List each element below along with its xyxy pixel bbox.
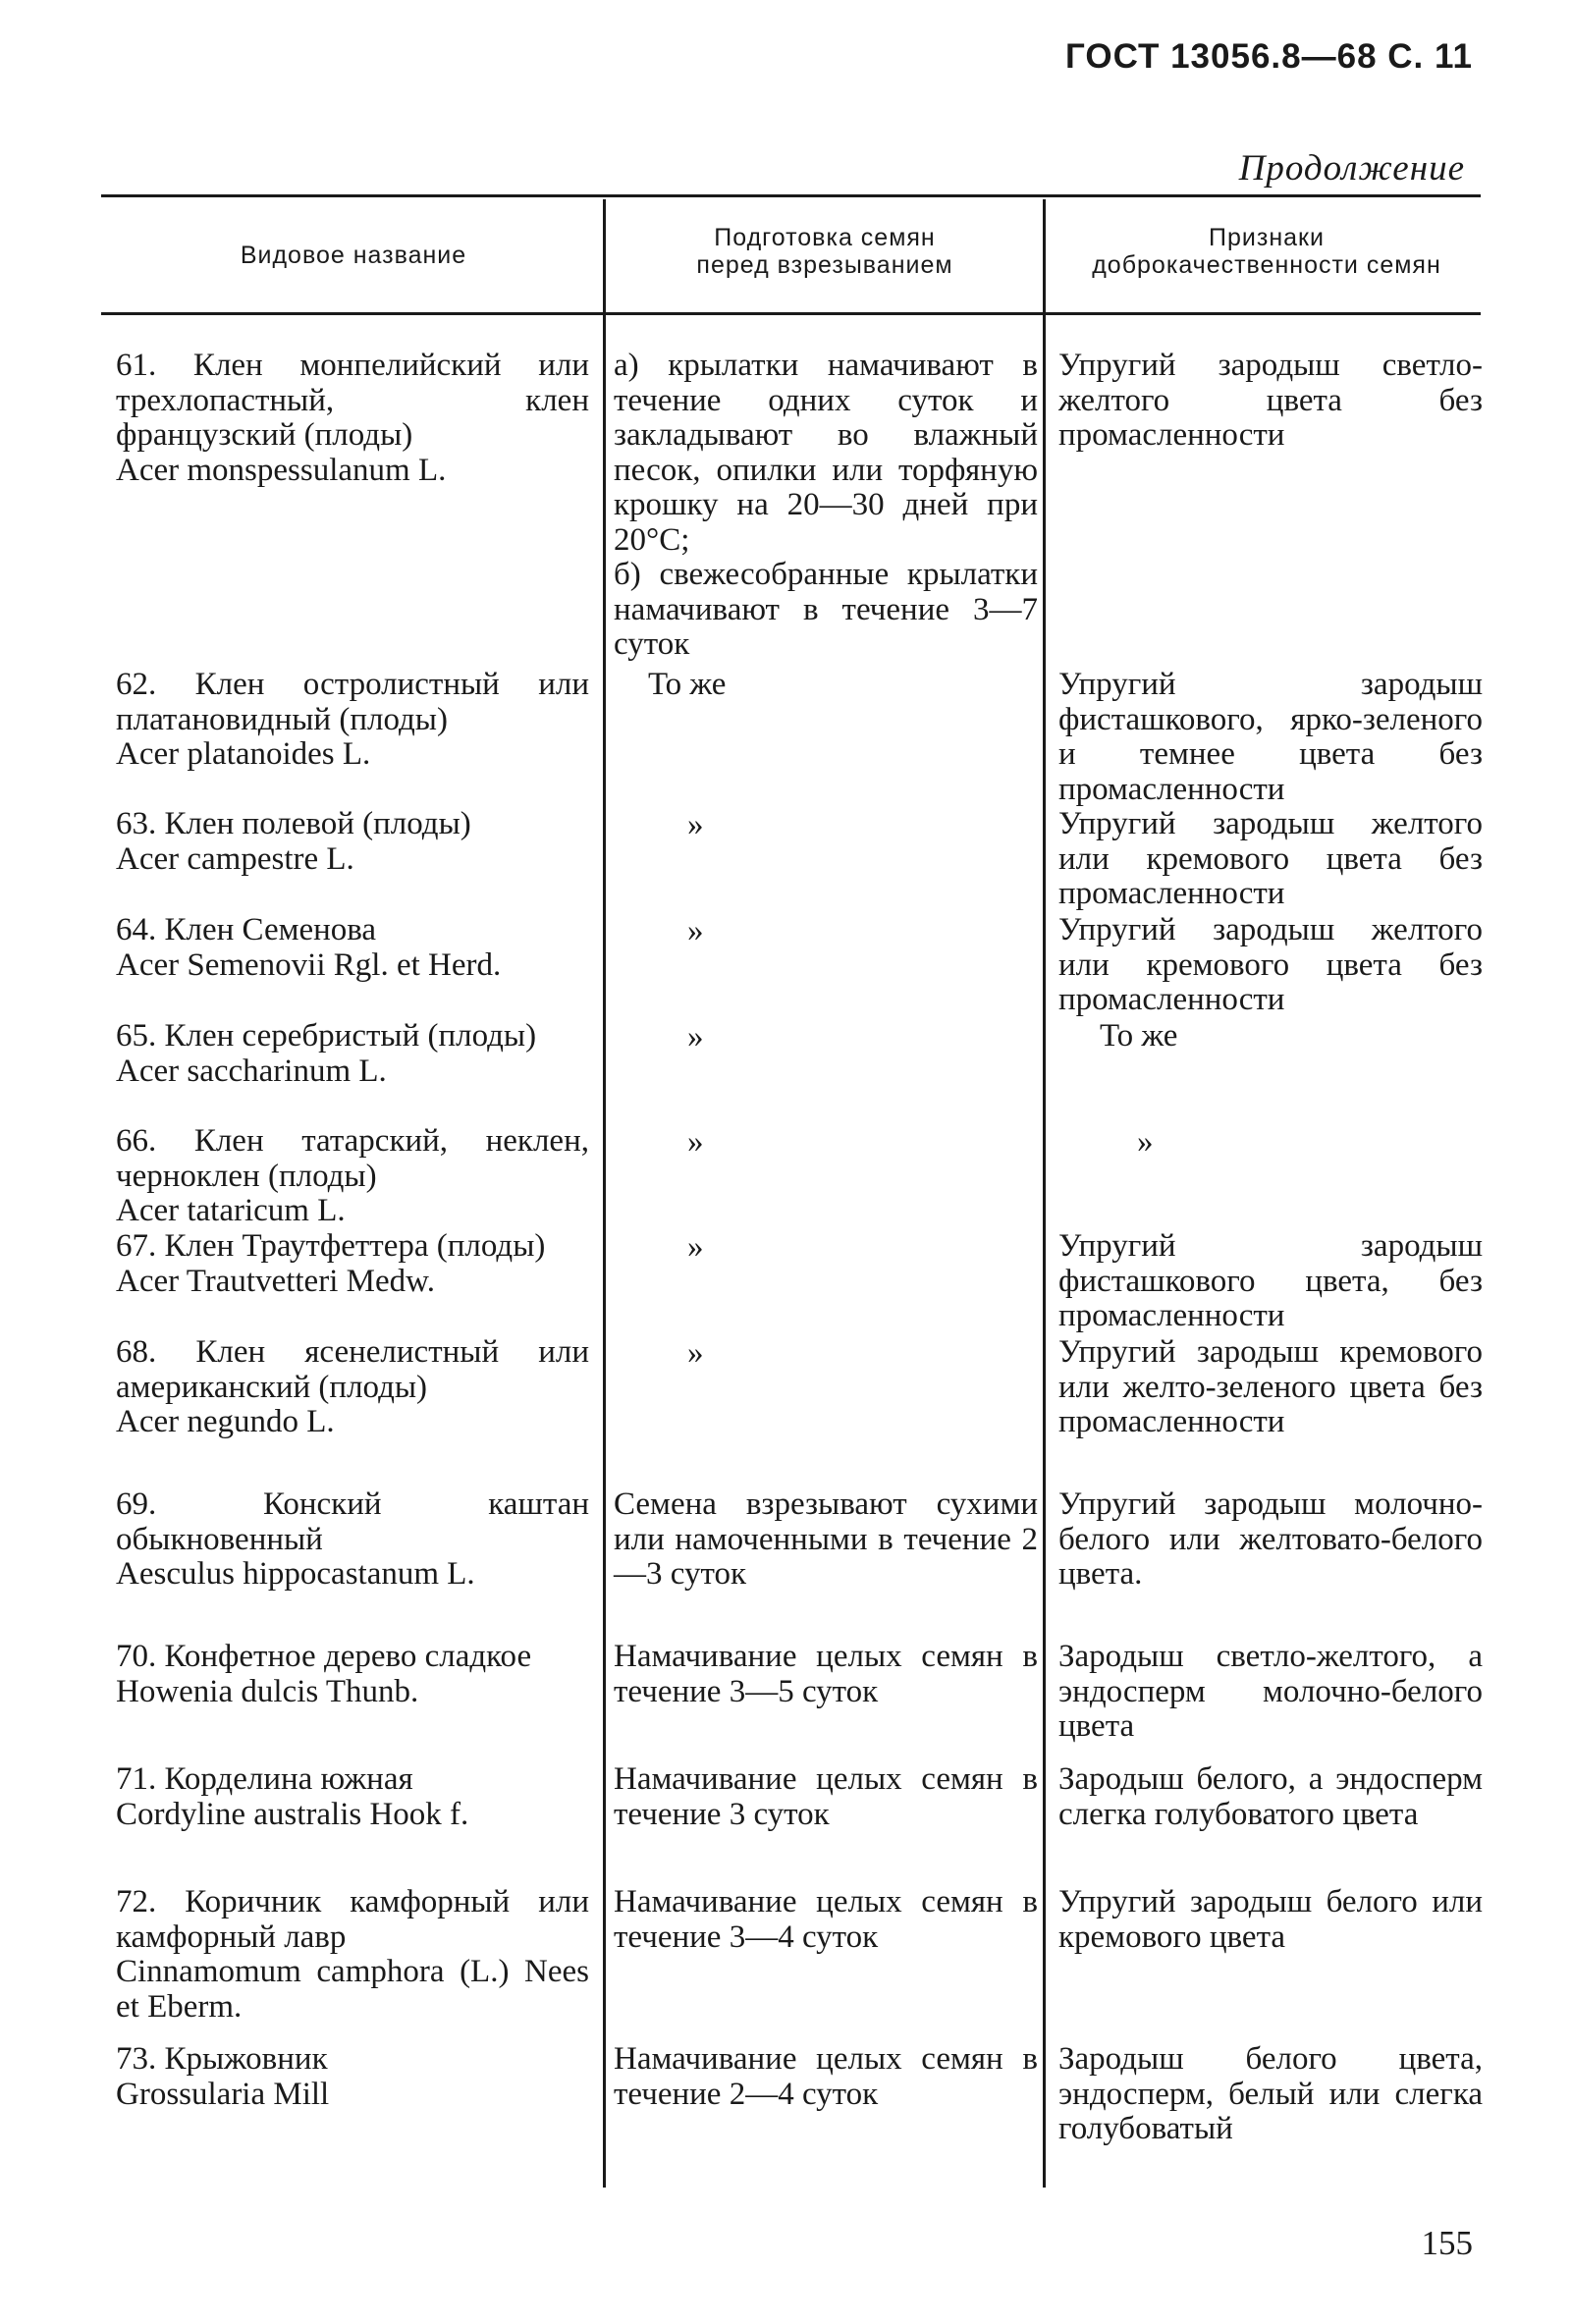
row-65-preparation: » <box>687 1019 704 1054</box>
row-64-species: 64. Клен Семенова Acer Semenovii Rgl. et Herd. <box>116 912 502 983</box>
column-divider-1 <box>603 199 606 2188</box>
row-69-preparation: Семена взрезывают сухими или намоченными в течение 2—3 суток <box>614 1486 1038 1592</box>
row-72-species: 72. Коричник камфорный или камфорный лавр Cinnamomum camphora (L.) Nees et Eberm. <box>116 1884 589 2025</box>
row-68-preparation: » <box>687 1335 704 1371</box>
standard-code: ГОСТ 13056.8—68 С. 11 <box>1064 37 1473 76</box>
row-62-species: 62. Клен остролистный или платановидный (плоды) Acer platanoides L. <box>116 667 589 772</box>
row-69-species: 69. Конский каштан обыкновенный Aesculus hippocastanum L. <box>116 1486 589 1592</box>
row-63-signs: Упругий зародыш желтого или кремового цвета без промасленности <box>1058 806 1483 911</box>
row-62-preparation: То же <box>648 667 727 702</box>
row-64-signs: Упругий зародыш желтого или кремового цвета без промасленности <box>1058 912 1483 1017</box>
row-70-species: 70. Конфетное дерево сладкое Howenia dulcis Thunb. <box>116 1639 532 1709</box>
column-header-species: Видовое название <box>240 242 467 269</box>
page-header <box>0 37 1571 96</box>
row-62-signs: Упругий зародыш фисташкового, ярко-зеленого и темнее цвета без промасленности <box>1058 667 1483 807</box>
row-63-species: 63. Клен полевой (плоды) Acer campestre L. <box>116 806 471 877</box>
row-61-preparation: а) крылатки намачивают в течение одних суток и закладывают во влажный песок, опилки или торфяную крошку на 20—30 дней при 20°С; б) свежесобранные крылатки намачивают в течение 3—7 суток <box>614 348 1038 662</box>
row-63-preparation: » <box>687 807 704 842</box>
table-top-rule <box>101 194 1481 197</box>
row-61-signs: Упругий зародыш светло-желтого цвета без промасленности <box>1058 348 1483 453</box>
row-66-signs: » <box>1137 1124 1154 1160</box>
row-67-signs: Упругий зародыш фисташкового цвета, без промасленности <box>1058 1228 1483 1333</box>
row-70-preparation: Намачивание целых семян в течение 3—5 суток <box>614 1639 1038 1709</box>
row-73-signs: Зародыш белого цвета, эндосперм, белый или слегка голубоватый <box>1058 2041 1483 2146</box>
row-71-preparation: Намачивание целых семян в течение 3 суток <box>614 1761 1038 1832</box>
row-67-preparation: » <box>687 1229 704 1265</box>
row-70-signs: Зародыш светло-желтого, а эндосперм молочно-белого цвета <box>1058 1639 1483 1744</box>
row-65-species: 65. Клен серебристый (плоды) Acer saccharinum L. <box>116 1018 537 1089</box>
row-67-species: 67. Клен Траутфеттера (плоды) Acer Trautvetteri Medw. <box>116 1228 546 1299</box>
row-73-preparation: Намачивание целых семян в течение 2—4 суток <box>614 2041 1038 2112</box>
row-73-species: 73. Крыжовник Grossularia Mill <box>116 2041 330 2112</box>
row-66-species: 66. Клен татарский, неклен, черноклен (плоды) Acer tataricum L. <box>116 1123 589 1228</box>
column-header-preparation: Подготовка семян перед взрезыванием <box>696 224 953 279</box>
row-69-signs: Упругий зародыш молочно-белого или желтовато-белого цвета. <box>1058 1486 1483 1592</box>
page-number: 155 <box>1421 2224 1473 2262</box>
row-68-species: 68. Клен ясенелистный или американский (плоды) Acer negundo L. <box>116 1334 589 1439</box>
row-71-species: 71. Корделина южная Cordyline australis Hook f. <box>116 1761 469 1832</box>
row-61-species: 61. Клен монпелийский или трехлопастный, клен французский (плоды) Acer monspessulanum L. <box>116 348 589 488</box>
row-72-preparation: Намачивание целых семян в течение 3—4 суток <box>614 1884 1038 1955</box>
column-header-signs: Признаки доброкачественности семян <box>1092 224 1441 279</box>
row-64-preparation: » <box>687 913 704 948</box>
row-71-signs: Зародыш белого, а эндосперм слегка голубоватого цвета <box>1058 1761 1483 1832</box>
row-68-signs: Упругий зародыш кремового или желто-зеленого цвета без промасленности <box>1058 1334 1483 1439</box>
row-66-preparation: » <box>687 1124 704 1160</box>
table-header-rule <box>101 312 1481 315</box>
row-65-signs: То же <box>1100 1018 1178 1054</box>
continuation-label: Продолжение <box>1238 148 1465 189</box>
column-divider-2 <box>1043 199 1046 2188</box>
row-72-signs: Упругий зародыш белого или кремового цвета <box>1058 1884 1483 1955</box>
